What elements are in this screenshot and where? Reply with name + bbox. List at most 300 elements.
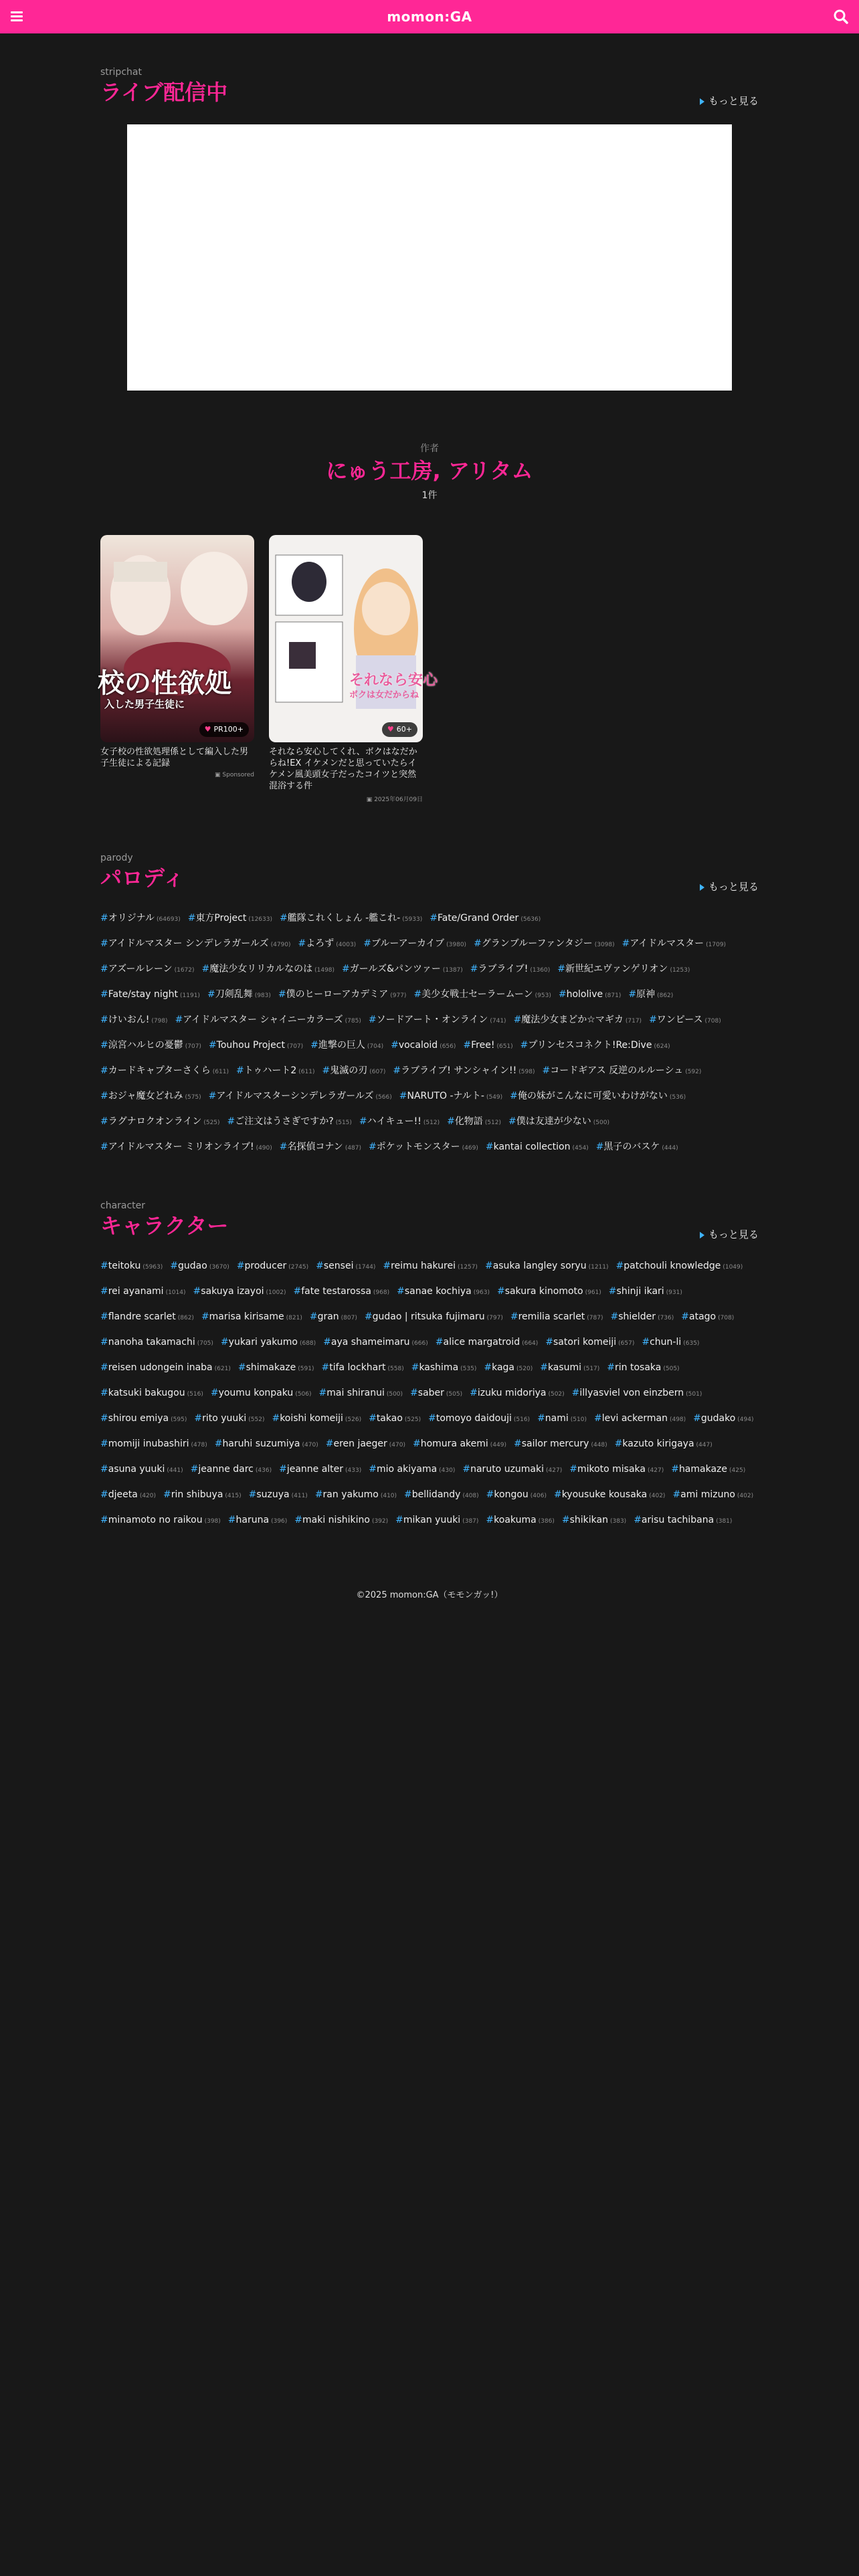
tag-link[interactable] [209, 1083, 392, 1110]
hash-icon: # [470, 1388, 478, 1398]
tag-count: (498) [669, 1416, 686, 1423]
tag-count: (931) [666, 1289, 682, 1296]
tag-link[interactable] [194, 1406, 264, 1432]
tag-link[interactable] [485, 1253, 609, 1280]
more-link[interactable] [700, 94, 759, 108]
tag-link[interactable] [298, 931, 357, 958]
tag-name: marisa kirisame [209, 1311, 284, 1322]
tag-link[interactable] [228, 1507, 287, 1534]
tag-link[interactable] [484, 1355, 533, 1382]
tag-link[interactable] [100, 1380, 203, 1407]
tag-link[interactable] [628, 982, 673, 1008]
hash-icon: # [435, 1337, 444, 1348]
tag-link[interactable] [163, 1482, 242, 1509]
tag-name: jeanne darc [198, 1464, 254, 1475]
hash-icon: # [100, 1388, 108, 1398]
tag-name: sensei [323, 1261, 354, 1271]
tag-name: nanoha takamachi [108, 1337, 195, 1348]
tag-count: (871) [605, 992, 622, 999]
tag-count: (607) [369, 1069, 386, 1075]
tag-link[interactable] [510, 1304, 603, 1331]
tag-name: 化物語 [454, 1116, 483, 1127]
tag-count: (657) [618, 1340, 635, 1347]
tag-count: (1387) [442, 967, 463, 974]
hash-icon: # [393, 1065, 401, 1076]
more-link[interactable] [700, 879, 759, 893]
tag-link[interactable] [486, 1507, 554, 1534]
tag-link[interactable] [227, 1109, 352, 1136]
hash-icon: # [100, 1413, 108, 1424]
tag-name: kazuto kirigaya [622, 1438, 694, 1449]
tag-name: 原神 [636, 989, 656, 1000]
hash-icon: # [310, 1040, 318, 1051]
tag-link[interactable] [428, 1406, 530, 1432]
tag-link[interactable] [395, 1507, 478, 1534]
tag-link[interactable] [594, 1406, 686, 1432]
tag-link[interactable] [207, 982, 271, 1008]
tag-link[interactable] [100, 1329, 213, 1356]
tag-link[interactable] [554, 1482, 665, 1509]
tag-link[interactable] [100, 1457, 183, 1483]
tag-count: (1709) [706, 942, 727, 948]
hash-icon: # [342, 964, 350, 974]
hash-icon: # [520, 1040, 529, 1051]
tag-count: (664) [522, 1340, 539, 1347]
tag-name: asuna yuuki [108, 1464, 165, 1475]
heart-icon: ♥ [204, 725, 211, 734]
hash-icon: # [321, 1362, 330, 1373]
tag-count: (1211) [588, 1264, 609, 1271]
hash-icon: # [610, 1311, 619, 1322]
tag-name: Touhou Project [216, 1040, 285, 1051]
tag-link[interactable] [322, 1058, 385, 1085]
tag-row [100, 1032, 759, 1057]
tag-count: (1049) [723, 1264, 743, 1271]
tag-link[interactable] [404, 1482, 479, 1509]
tag-link[interactable] [671, 1457, 745, 1483]
triangle-icon [700, 1232, 704, 1239]
tag-count: (635) [683, 1340, 700, 1347]
tag-link[interactable] [413, 982, 551, 1008]
tag-link[interactable] [359, 1109, 440, 1136]
tag-link[interactable] [470, 956, 550, 983]
hash-icon: # [100, 1091, 108, 1101]
hash-icon: # [363, 938, 371, 949]
tag-name: kaga [492, 1362, 514, 1373]
thumbnail-subtitle-text: 入した男子生徒に [104, 698, 185, 710]
tag-name: gran [317, 1311, 339, 1322]
hash-icon: # [510, 1311, 518, 1322]
tag-link[interactable] [540, 1355, 599, 1382]
tag-link[interactable] [693, 1406, 753, 1432]
tag-link[interactable] [413, 1431, 506, 1458]
tag-link[interactable] [486, 1482, 547, 1509]
tag-link[interactable] [279, 1457, 361, 1483]
tag-link[interactable] [100, 1279, 186, 1305]
tag-link[interactable] [557, 956, 690, 983]
tag-link[interactable] [393, 1058, 535, 1085]
tag-row [100, 1354, 759, 1380]
tag-name: mikoto misaka [577, 1464, 646, 1475]
tag-count: (4790) [270, 942, 291, 948]
tag-count: (4003) [336, 942, 357, 948]
hash-icon: # [413, 1438, 421, 1449]
hash-icon: # [622, 938, 630, 949]
tag-link[interactable] [514, 1007, 642, 1034]
tag-count: (3098) [594, 942, 615, 948]
tag-link[interactable] [193, 1279, 286, 1305]
tag-name: アイドルマスター シャイニーカラーズ [183, 1014, 343, 1025]
tag-link[interactable] [100, 1134, 272, 1161]
tag-name: katsuki bakugou [108, 1388, 185, 1398]
tag-link[interactable] [649, 1007, 721, 1034]
hash-icon: # [513, 1014, 522, 1025]
tag-name: 魔法少女まどか☆マギカ [521, 1014, 624, 1025]
tag-name: mai shiranui [326, 1388, 385, 1398]
tag-count: (666) [411, 1340, 428, 1347]
tag-link[interactable] [369, 1134, 478, 1161]
tag-count: (1498) [314, 967, 335, 974]
tag-name: asuka langley soryu [492, 1261, 587, 1271]
tag-count: (717) [625, 1018, 642, 1025]
tag-count: (506) [295, 1391, 312, 1398]
tag-link[interactable] [596, 1134, 678, 1161]
tag-link[interactable] [369, 1406, 421, 1432]
tag-count: (478) [191, 1442, 207, 1448]
like-count: PR100+ [213, 725, 244, 734]
tag-link[interactable] [100, 1304, 194, 1331]
tag-row [100, 956, 759, 981]
tag-name: グランブルーファンタジー [481, 938, 593, 949]
tag-link[interactable] [542, 1058, 701, 1085]
hash-icon: # [608, 1286, 617, 1297]
tag-count: (64693) [157, 916, 181, 923]
author-name: にゅう工房, アリタム [326, 458, 533, 484]
tag-link[interactable] [642, 1329, 699, 1356]
tag-link[interactable] [188, 905, 272, 932]
tag-link[interactable] [436, 1329, 539, 1356]
tag-link[interactable] [616, 1253, 743, 1280]
tag-link[interactable] [486, 1134, 589, 1161]
hash-icon: # [615, 1261, 624, 1271]
tag-link[interactable] [237, 1253, 308, 1280]
tag-link[interactable] [569, 1457, 664, 1483]
tag-link[interactable] [170, 1253, 229, 1280]
tag-link[interactable] [175, 1007, 361, 1034]
hash-icon: # [318, 1388, 327, 1398]
hash-icon: # [100, 989, 108, 1000]
tag-link[interactable] [315, 1482, 397, 1509]
tag-link[interactable] [537, 1406, 587, 1432]
tag-link[interactable] [280, 905, 422, 932]
tag-row [100, 1481, 759, 1507]
hash-icon: # [496, 1286, 505, 1297]
hash-icon: # [607, 1362, 615, 1373]
tag-link[interactable] [397, 1279, 490, 1305]
tag-name: トゥハート2 [244, 1065, 297, 1076]
hash-icon: # [364, 1311, 373, 1322]
tag-name: プリンセスコネクト!Re:Dive [528, 1040, 652, 1051]
tag-count: (821) [286, 1315, 302, 1321]
tag-name: ラブライブ! [478, 964, 529, 974]
tag-link[interactable] [615, 1431, 712, 1458]
tag-link[interactable] [634, 1507, 732, 1534]
tag-name: hololive [566, 989, 603, 1000]
tag-link[interactable] [100, 931, 291, 958]
tag-count: (575) [185, 1094, 201, 1101]
tag-link[interactable] [497, 1279, 601, 1305]
tag-count: (785) [345, 1018, 361, 1025]
tag-link[interactable] [310, 1033, 383, 1059]
tag-name: sanae kochiya [404, 1286, 472, 1297]
tag-row [100, 1303, 759, 1329]
tag-link[interactable] [545, 1329, 634, 1356]
tag-link[interactable] [278, 982, 407, 1008]
author-block [0, 441, 859, 502]
tag-row [100, 1405, 759, 1430]
more-link[interactable] [700, 1227, 759, 1241]
tag-link[interactable] [520, 1033, 670, 1059]
tag-link[interactable] [391, 1033, 456, 1059]
tag-count: (651) [496, 1043, 513, 1050]
tag-link[interactable] [100, 956, 195, 983]
tag-link[interactable] [672, 1482, 753, 1509]
tag-link[interactable] [100, 1007, 168, 1034]
thumbnail-title-text: 校の性欲処 [98, 668, 231, 699]
section-label: parody [100, 853, 133, 863]
tag-link[interactable] [293, 1279, 389, 1305]
hash-icon: # [634, 1515, 642, 1525]
tag-link[interactable] [100, 1083, 201, 1110]
tag-count: (1014) [165, 1289, 186, 1296]
tag-row [100, 981, 759, 1006]
tag-link[interactable] [383, 1253, 478, 1280]
tag-link[interactable] [100, 1033, 201, 1059]
hash-icon: # [593, 1413, 602, 1424]
tag-count: (707) [185, 1043, 201, 1050]
tag-link[interactable] [280, 1134, 361, 1161]
tag-link[interactable] [202, 956, 335, 983]
tag-link[interactable] [100, 1482, 156, 1509]
hash-icon: # [462, 1464, 471, 1475]
tag-link[interactable] [363, 931, 466, 958]
hash-icon: # [486, 1489, 494, 1500]
tag-link[interactable] [191, 1457, 272, 1483]
site-logo[interactable]: momon:GA [387, 9, 472, 25]
hash-icon: # [470, 964, 478, 974]
section-label: stripchat [100, 67, 142, 78]
work-card[interactable] [100, 535, 254, 778]
tag-link[interactable] [607, 1355, 679, 1382]
tag-link[interactable] [100, 1406, 187, 1432]
tag-count: (2745) [288, 1264, 309, 1271]
hash-icon: # [194, 1413, 203, 1424]
work-meta [269, 794, 423, 803]
tag-link[interactable] [365, 1304, 503, 1331]
tag-link[interactable] [100, 1507, 221, 1534]
tag-name: alice margatroid [443, 1337, 520, 1348]
tag-link[interactable] [100, 905, 181, 932]
tag-row [100, 1430, 759, 1456]
tag-link[interactable] [514, 1431, 607, 1458]
tag-count: (427) [648, 1467, 664, 1474]
tag-link[interactable] [321, 1355, 403, 1382]
tag-link[interactable] [609, 1279, 682, 1305]
tag-link[interactable] [369, 1007, 506, 1034]
tag-link[interactable] [100, 1431, 207, 1458]
work-thumbnail[interactable] [100, 535, 254, 742]
tag-count: (512) [484, 1119, 502, 1126]
tag-link[interactable] [238, 1355, 314, 1382]
tag-count: (402) [649, 1493, 666, 1499]
tag-count: (977) [390, 992, 407, 999]
tag-link[interactable] [272, 1406, 361, 1432]
tag-link[interactable] [411, 1355, 477, 1382]
tag-count: (454) [572, 1145, 589, 1152]
tag-link[interactable] [463, 1033, 512, 1059]
hash-icon: # [649, 1014, 657, 1025]
tag-name: vocaloid [398, 1040, 438, 1051]
tag-name: fate testarossa [301, 1286, 371, 1297]
tag-link[interactable] [211, 1380, 312, 1407]
tag-name: naruto uzumaki [470, 1464, 545, 1475]
tag-link[interactable] [100, 982, 200, 1008]
tag-count: (402) [737, 1493, 754, 1499]
tag-link[interactable] [470, 1380, 565, 1407]
tag-name: shinji ikari [616, 1286, 664, 1297]
hash-icon: # [569, 1464, 577, 1475]
tag-link[interactable] [100, 1109, 220, 1136]
tag-name: youmu konpaku [218, 1388, 294, 1398]
tag-count: (624) [654, 1043, 670, 1050]
work-card[interactable] [269, 535, 438, 803]
hash-icon: # [100, 1515, 108, 1525]
tag-link[interactable] [562, 1507, 626, 1534]
hash-icon: # [404, 1489, 412, 1500]
tag-link[interactable] [508, 1109, 609, 1136]
tag-link[interactable] [100, 1355, 231, 1382]
triangle-icon [700, 98, 704, 105]
tag-link[interactable] [342, 956, 463, 983]
live-stream-embed[interactable] [127, 124, 732, 391]
parody-tag-list [100, 905, 759, 1159]
hash-icon: # [671, 1464, 679, 1475]
tag-name: mikan yuuki [403, 1515, 461, 1525]
tag-count: (1191) [180, 992, 200, 999]
tag-name: Fate/stay night [108, 989, 179, 1000]
tag-name: 魔法少女リリカルなのは [209, 964, 313, 974]
tag-name: reisen udongein inaba [108, 1362, 213, 1373]
tag-link[interactable] [622, 931, 726, 958]
search-icon[interactable] [832, 8, 850, 25]
tag-link[interactable] [221, 1329, 316, 1356]
tag-name: reimu hakurei [391, 1261, 456, 1271]
tag-link[interactable] [316, 1253, 375, 1280]
hash-icon: # [227, 1515, 236, 1525]
tag-link[interactable] [611, 1304, 674, 1331]
tag-link[interactable] [474, 931, 615, 958]
tag-name: 黒子のバスケ [603, 1142, 660, 1152]
tag-row [100, 1108, 759, 1134]
tag-name: ポケットモンスター [376, 1142, 460, 1152]
tag-link[interactable] [100, 1253, 163, 1280]
tag-count: (510) [570, 1416, 587, 1423]
work-title[interactable]: それなら安心してくれ、ボクはなだからね!EX イケメンだと思っていたらイケメン風美頭女子だったコイツと突然混浴する件 [269, 747, 417, 791]
tag-row [100, 1278, 759, 1303]
tag-name: shimakaze [246, 1362, 296, 1373]
hash-icon: # [201, 964, 210, 974]
hash-icon: # [542, 1065, 551, 1076]
tag-link[interactable] [201, 1304, 302, 1331]
tag-link[interactable] [510, 1083, 686, 1110]
tag-link[interactable] [215, 1431, 318, 1458]
tag-name: コードギアス 反逆のルルーシュ [550, 1065, 684, 1076]
tag-name: アイドルマスター シンデレラガールズ [108, 938, 269, 949]
hash-icon: # [508, 1116, 516, 1127]
tag-name: patchouli knowledge [624, 1261, 721, 1271]
tag-link[interactable] [319, 1380, 403, 1407]
tag-row [100, 1380, 759, 1405]
tag-link[interactable] [572, 1380, 702, 1407]
work-meta-text: Sponsored [222, 772, 254, 778]
tag-name: momiji inubashiri [108, 1438, 189, 1449]
hash-icon: # [316, 1261, 324, 1271]
section-title: ライブ配信中 [100, 80, 228, 105]
tag-link[interactable] [100, 1058, 229, 1085]
tag-link[interactable] [559, 982, 622, 1008]
tag-name: sailor mercury [521, 1438, 589, 1449]
tag-link[interactable] [399, 1083, 502, 1110]
hash-icon: # [322, 1065, 330, 1076]
tag-link[interactable] [323, 1329, 428, 1356]
tag-count: (487) [345, 1145, 362, 1152]
tag-name: Fate/Grand Order [437, 913, 519, 924]
tag-link[interactable] [326, 1431, 405, 1458]
tag-count: (396) [271, 1518, 288, 1525]
tag-count: (798) [151, 1018, 168, 1025]
tag-link[interactable] [236, 1058, 315, 1085]
tag-link[interactable] [681, 1304, 734, 1331]
tag-name: jeanne alter [286, 1464, 344, 1475]
tag-link[interactable] [294, 1507, 388, 1534]
tag-count: (490) [256, 1145, 272, 1152]
tag-count: (449) [490, 1442, 506, 1448]
tag-name: rito yuuki [202, 1413, 247, 1424]
tag-name: rei ayanami [108, 1286, 164, 1297]
tag-name: teitoku [108, 1261, 141, 1271]
tag-count: (398) [204, 1518, 221, 1525]
tag-link[interactable] [410, 1380, 462, 1407]
tag-name: gudao [178, 1261, 207, 1271]
tag-count: (704) [367, 1043, 384, 1050]
heart-icon: ♥ [387, 725, 394, 734]
tag-name: haruna [235, 1515, 270, 1525]
tag-link[interactable] [369, 1457, 455, 1483]
tag-link[interactable] [462, 1457, 562, 1483]
tag-link[interactable] [447, 1109, 501, 1136]
tag-link[interactable] [310, 1304, 357, 1331]
tag-name: けいおん! [108, 1014, 150, 1025]
tag-count: (392) [371, 1518, 389, 1525]
tag-name: ソードアート・オンライン [376, 1014, 488, 1025]
tag-link[interactable] [209, 1033, 303, 1059]
tag-link[interactable] [249, 1482, 308, 1509]
hash-icon: # [279, 1142, 288, 1152]
tag-link[interactable] [430, 905, 541, 932]
work-title[interactable]: 女子校の性欲処理係として編入した男子生徒による記録 [100, 747, 249, 768]
tag-count: (494) [737, 1416, 754, 1423]
work-thumbnail[interactable] [269, 535, 438, 742]
